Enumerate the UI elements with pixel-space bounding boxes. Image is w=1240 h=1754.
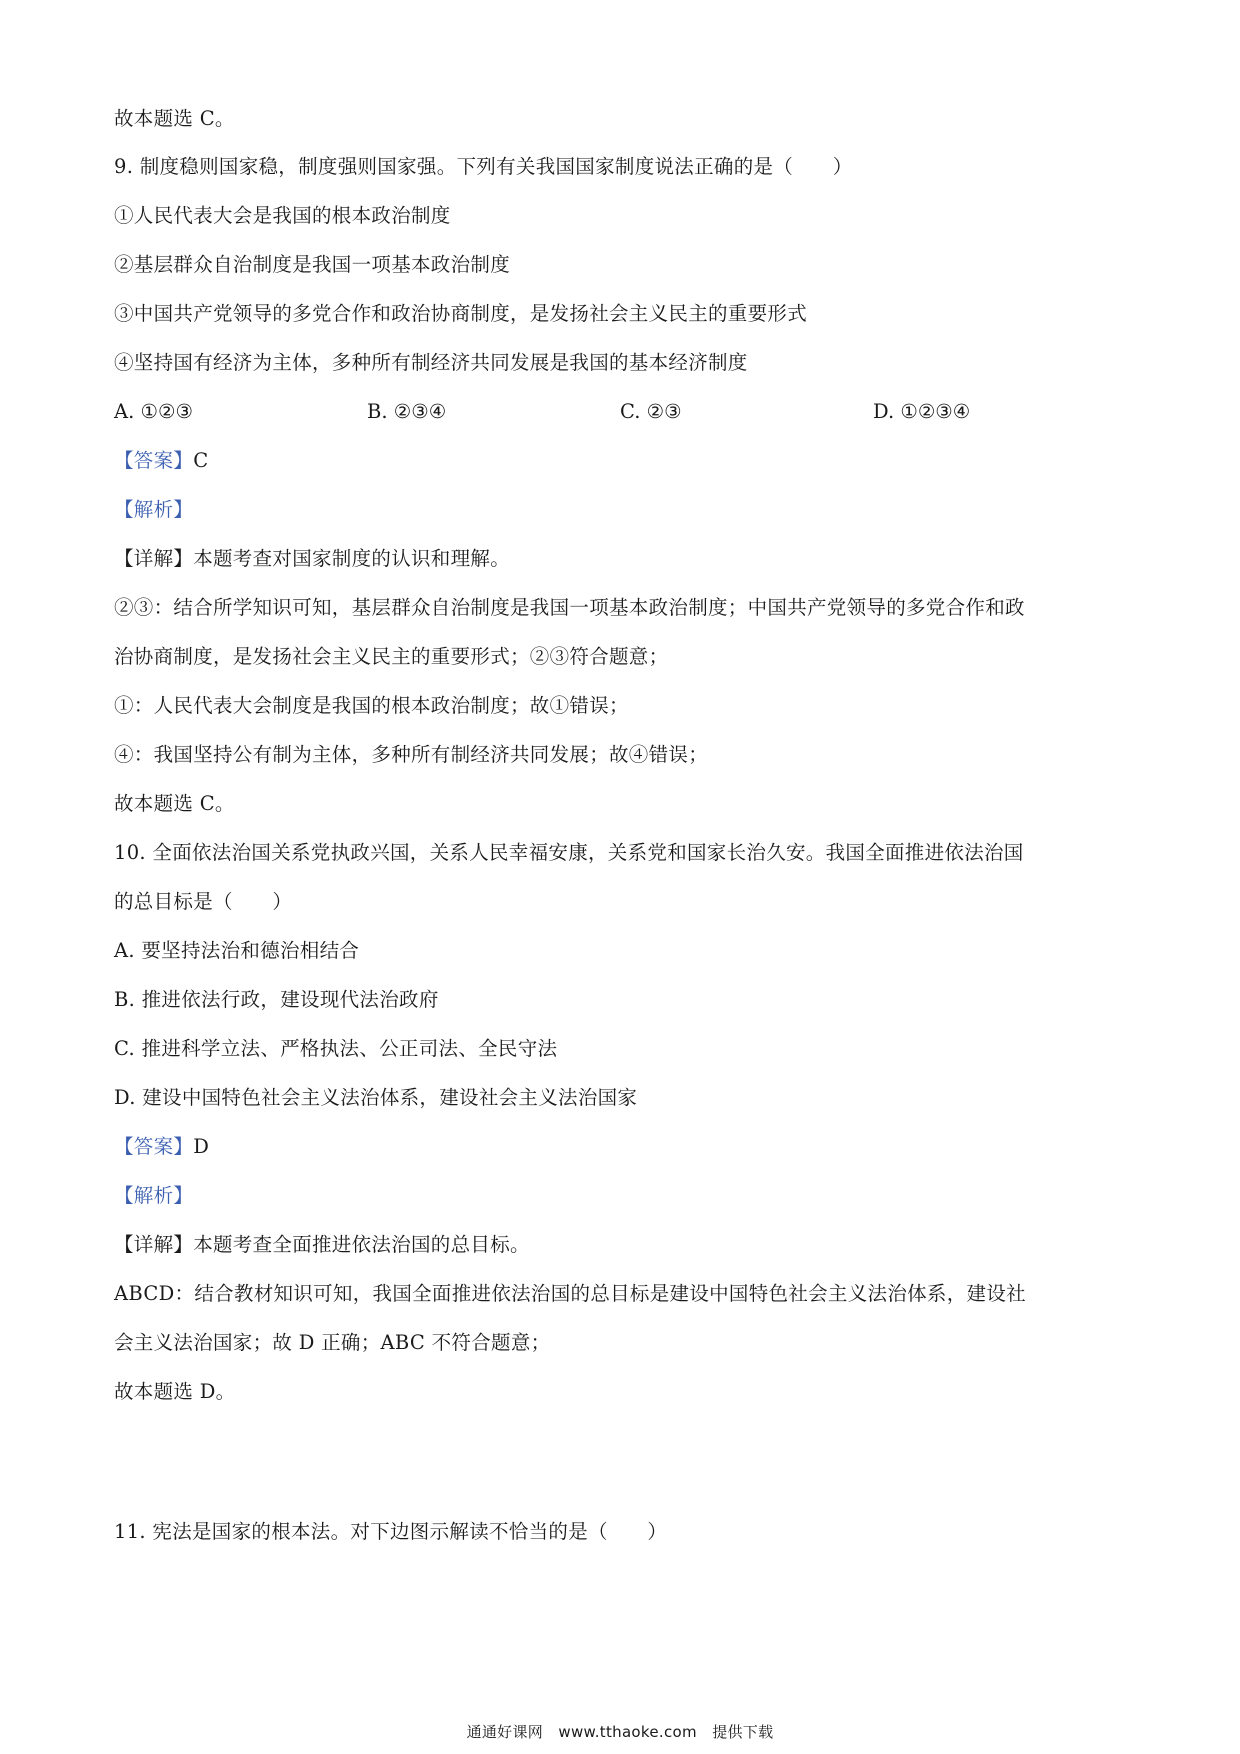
q9-option-d: D. ①②③④ [873, 400, 971, 423]
q10-option-a: A. 要坚持法治和德治相结合 [114, 939, 360, 962]
q9-stem: 9. 制度稳则国家稳，制度强则国家强。下列有关我国国家制度说法正确的是（ ） [114, 155, 853, 178]
q9-explain-4: ④：我国坚持公有制为主体，多种所有制经济共同发展；故④错误； [114, 743, 709, 766]
q9-option-b: B. ②③④ [367, 400, 447, 423]
q10-stem-line-2: 的总目标是（ ） [114, 890, 293, 913]
q10-option-d: D. 建设中国特色社会主义法治体系，建设社会主义法治国家 [114, 1086, 638, 1109]
q10-option-b: B. 推进依法行政，建设现代法治政府 [114, 988, 439, 1011]
q9-detail [114, 546, 510, 572]
q9-item-3: ③中国共产党领导的多党合作和政治协商制度，是发扬社会主义民主的重要形式 [114, 302, 808, 325]
q9-analysis-heading [114, 497, 193, 523]
q9-item-2: ②基层群众自治制度是我国一项基本政治制度 [114, 253, 511, 276]
q10-stem-line-1: 10. 全面依法治国关系党执政兴国，关系人民幸福安康，关系党和国家长治久安。我国全面推进依法治国 [114, 841, 1024, 864]
q9-option-a: A. ①②③ [114, 400, 193, 423]
q9-explain-2: 治协商制度，是发扬社会主义民主的重要形式；②③符合题意； [114, 645, 669, 668]
q9-explain-1: ②③：结合所学知识可知，基层群众自治制度是我国一项基本政治制度；中国共产党领导的多党合作和政 [114, 596, 1025, 619]
q10-answer [114, 1134, 209, 1160]
detail-tag: 【详解】 [114, 1233, 194, 1256]
q9-conclusion: 故本题选 C。 [114, 792, 235, 815]
page-footer: 通通好课网 www.tthaoke.com 提供下载 [466, 1723, 774, 1741]
detail-intro: 本题考查全面推进依法治国的总目标。 [193, 1233, 530, 1256]
answer-value: C [193, 449, 209, 472]
detail-intro: 本题考查对国家制度的认识和理解。 [193, 547, 511, 570]
analysis-tag: 【解析】 [114, 498, 194, 521]
q9-option-c: C. ②③ [620, 400, 682, 423]
q9-explain-3: ①：人民代表大会制度是我国的根本政治制度；故①错误； [114, 694, 629, 717]
q9-item-1: ①人民代表大会是我国的根本政治制度 [114, 204, 451, 227]
answer-value: D [193, 1135, 210, 1158]
detail-tag: 【详解】 [114, 547, 194, 570]
answer-tag: 【答案】 [114, 1135, 194, 1158]
answer-tag: 【答案】 [114, 449, 194, 472]
q10-explain-2: 会主义法治国家；故 D 正确；ABC 不符合题意； [114, 1331, 551, 1354]
q9-answer [114, 448, 208, 474]
q10-explain-1: ABCD：结合教材知识可知，我国全面推进依法治国的总目标是建设中国特色社会主义法治体系，建设社 [114, 1282, 1026, 1305]
analysis-tag: 【解析】 [114, 1184, 194, 1207]
q9-item-4: ④坚持国有经济为主体，多种所有制经济共同发展是我国的基本经济制度 [114, 351, 748, 374]
q10-option-c: C. 推进科学立法、严格执法、公正司法、全民守法 [114, 1037, 558, 1060]
q11-stem: 11. 宪法是国家的根本法。对下边图示解读不恰当的是（ ） [114, 1520, 668, 1543]
q10-conclusion: 故本题选 D。 [114, 1380, 236, 1403]
q10-analysis-heading [114, 1183, 193, 1209]
q8-conclusion: 故本题选 C。 [114, 107, 235, 130]
q10-detail [114, 1232, 530, 1258]
